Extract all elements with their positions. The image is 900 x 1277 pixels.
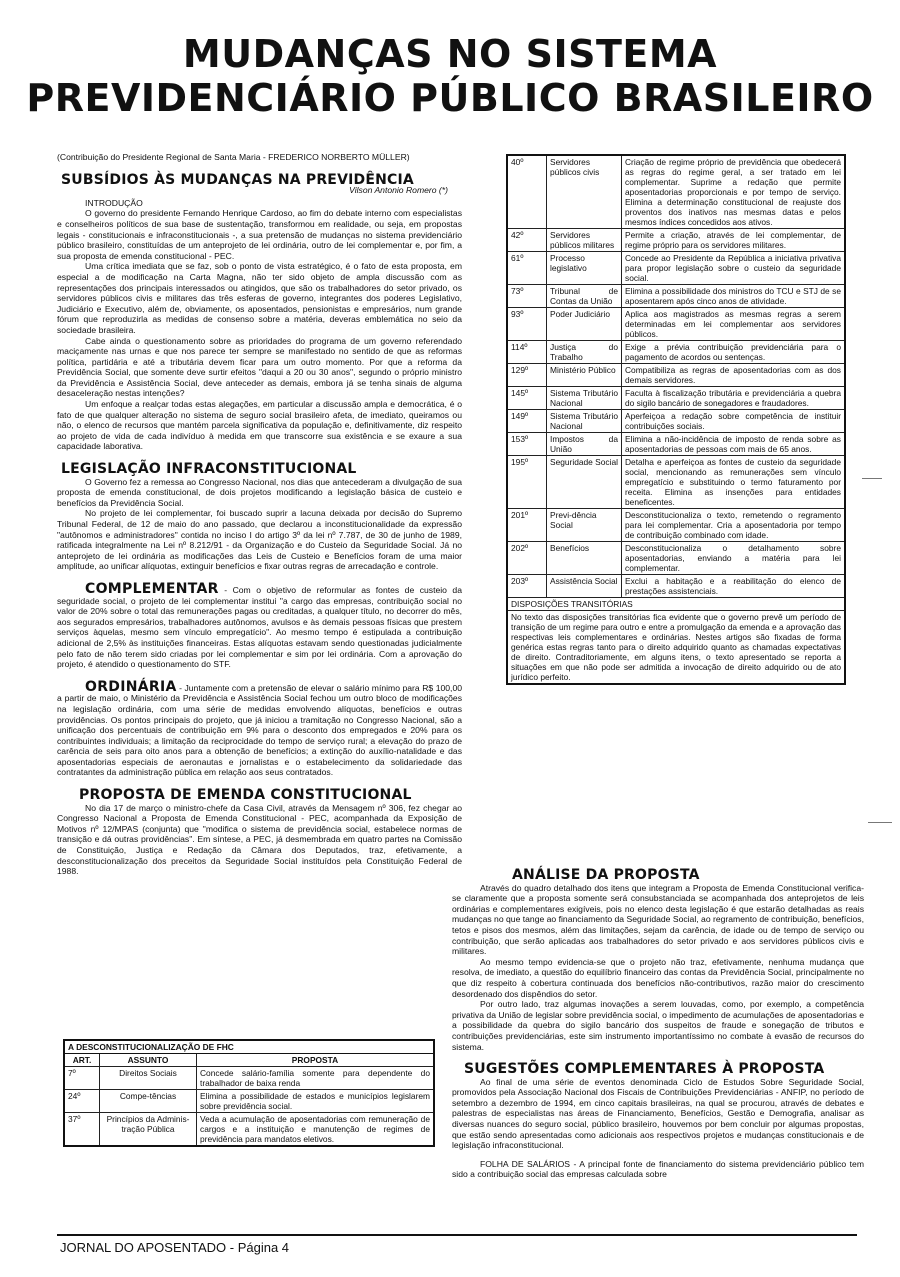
desconstitucionalizacao-table [63,1039,435,1147]
subject-cell: Processo legislativo [547,252,622,285]
intro-label: INTRODUÇÃO [85,197,143,208]
table-caption: A DESCONSTITUCIONALIZAÇÃO DE FHC [64,1040,434,1054]
proposal-cell: Concede salário-família somente para dependente do trabalhador de baixa renda [197,1067,435,1090]
proposal-cell: Permite a criação, através de lei complementar, de regime próprio para os servidores militares. [622,229,846,252]
proposal-cell: Aperfeiçoa a redação sobre competência de instituir contribuições sociais. [622,410,846,433]
keyword-complementar: COMPLEMENTAR [85,580,219,597]
paragraph: Através do quadro detalhado dos itens que integram a Proposta de Emenda Constitucional verifica-se claramente que a proposta somente será consubstanciada se acompanhada dos anteprojetos de leis ordinárias e complementares exigíveis, pois no elenco desta legislação é que estarão detalhadas as reais mudanças no que tange ao financiamento da Seguridade Social, ao regramento de contribuição, benefícios, tetos e pisos dos mesmos, além das limitações, sejam da carência, de idade ou de tempo de serviço ou contribuição, que serão aplicadas aos trabalhadores do setor privado e aos servidores públicos civis e militares. [452,882,864,957]
article-cell: 73º [507,285,547,308]
column-header: PROPOSTA [197,1054,435,1067]
article-cell: 195º [507,456,547,509]
article-cell: 7º [64,1067,100,1090]
paragraph-ordinaria [57,678,462,778]
right-column [452,858,864,1180]
subject-cell: Tribunal de Contas da União [547,285,622,308]
subject-cell: Justiça do Trabalho [547,341,622,364]
subject-cell: Ministério Público [547,364,622,387]
article-cell: 61º [507,252,547,285]
article-cell: 37º [64,1113,100,1147]
table-row [64,1090,434,1113]
paragraph: Um enfoque a realçar todas estas alegações, em particular a discussão ampla e democrática, é o fato de que qualquer alteração no sistema de seguro social brasileiro afeta, de imediato, queiramos ou não, o elenco de recursos que mantém parcela significativa da população e, definitivamente, diz respeito ao projeto de vida de cada indivíduo à medida em que transcorre sua existência e se exaure a sua capacidade laborativa. [57,399,462,452]
article-cell: 153º [507,433,547,456]
table-row [507,285,845,308]
proposal-cell: Detalha e aperfeiçoa as fontes de custeio da seguridade social, mencionando as remunerações sem vínculo empregatício e substituindo o termo faturamento por receita. Elimina as insenções para entidades beneficentes. [622,456,846,509]
transitory-text: No texto das disposições transitórias fica evidente que o governo prevê um período de transição de um regime para outro e entre a promulgação da emenda e a aprovação das respectivas leis complementares e ordinárias. Nestes artigos são fixadas de forma genérica estas regras tanto para o direito adquirido quanto as chamadas expectativas de direito. Contraditoriamente, em alguns itens, o texto apresentado se reporta a situações em que não pode ser admitida a invocação de direito adquirido ou de ato jurídico perfeito. [507,611,845,685]
subject-cell: Seguridade Social [547,456,622,509]
paragraph-text: - Juntamente com a pretensão de elevar o salário mínimo para R$ 100,00 a partir de maio, o Ministério da Previdência e Assistência Social fechou um outro bloco de modificações na legislação ordinária, com uma série de medidas envolvendo alíquotas, benefícios e outras providências. Os pontos principais do projeto, que já iniciou a tramitação no Congresso Nacional, são a unificação dos percentuais de contribuição em 9% para o desconto dos empregados e 20% para os contribuintes individuais; a limitação da reciprocidade do tempo de serviço rural; a elevação do prazo de carência de seis para oito anos para a obtenção de benefícios; a extinção do auxílio-natalidade e das aposentadorias especiais de aeronautas e jornalistas e o estabelecimento da solidariedade das contratantes da administração pública em relação aos seus contratados. [57,682,462,778]
articles-table [506,154,846,685]
page-edge-mark [862,478,882,479]
author-byline: Vilson Antonio Romero (*) [349,185,448,196]
transitory-label: DISPOSIÇÕES TRANSITÓRIAS [507,598,845,611]
section-heading-pec: PROPOSTA DE EMENDA CONSTITUCIONAL [79,787,412,804]
subject-cell: Servidores públicos militares [547,229,622,252]
article-cell: 114º [507,341,547,364]
paragraph: FOLHA DE SALÁRIOS - A principal fonte de financiamento do sistema previdenciário público tem sido a contribuição social das empresas calculada sobre [452,1158,864,1180]
article-cell: 42º [507,229,547,252]
article-cell: 149º [507,410,547,433]
subject-cell: Sistema Tributário Nacional [547,387,622,410]
paragraph: Por outro lado, traz algumas inovações a serem louvadas, como, por exemplo, a competência privativa da União de legislar sobre previdência social, o impedimento de acumulações de aposentadorias e a possibilidade da quebra do sigilo bancário dos suspeitos de fraude e sonegação de tributos e contribuições previdenciárias, este sim instrumento importantíssimo no combate à evasão de recursos do sistema. [452,999,864,1052]
paragraph: O governo do presidente Fernando Henrique Cardoso, ao fim do debate interno com especialistas e conselheiros políticos de sua base de sustentação, transformou em realidade, ou seja, em propostas legais - constitucionais e infraconstitucionais -, a sua pretensão de mudanças no sistema previdenciário público brasileiro, constituídas de um anteprojeto de lei ordinária, outro de lei complementar e, por fim, a sua proposta de emenda constitucional - PEC. [57,208,462,261]
article-cell: 129º [507,364,547,387]
proposal-cell: Desconstitucionaliza o detalhamento sobre aposentadorias, enviando a matéria para lei complementar. [622,542,846,575]
section-heading-analise: ANÁLISE DA PROPOSTA [512,867,700,883]
column-header: ART. [64,1054,100,1067]
section-heading-subsidios: SUBSÍDIOS ÀS MUDANÇAS NA PREVIDÊNCIA [61,171,414,188]
article-cell: 93º [507,308,547,341]
proposal-cell: Elimina a possibilidade de estados e municípios legislarem sobre previdência social. [197,1090,435,1113]
subject-cell: Previ-dência Social [547,509,622,542]
subject-cell: Sistema Tributário Nacional [547,410,622,433]
article-cell: 202º [507,542,547,575]
paragraph: Ao mesmo tempo evidencia-se que o projeto não traz, efetivamente, nenhuma mudança que resolva, de imediato, a questão do equilíbrio financeiro das contas da Previdência Social, principalmente no que diz respeito à cobertura continuada dos benefícios não-contributivos, razão maior do crescimento desordenado dos dispêndios do setor. [452,956,864,999]
table-row [507,575,845,598]
paragraph: Cabe ainda o questionamento sobre as prioridades do programa de um governo referendado maciçamente nas urnas e que nos parece ter sempre se manifestado no sentido de que as reformas política, partidária e até a tributária devem ficar para um outro momento. Por que a reforma da Previdência Social, que somente deve surtir efeitos "daqui a 20 ou 30 anos", segundo o próprio ministro da Previdência e Assistência Social, deve anteceder as demais, embora já se tenha sinais de alguma desaceleração nestas intenções? [57,335,462,399]
page-title [0,32,900,120]
proposal-cell: Elimina a não-incidência de imposto de renda sobre as aposentadorias de pessoas com mais de 65 anos. [622,433,846,456]
paragraph: No dia 17 de março o ministro-chefe da Casa Civil, através da Mensagem nº 306, fez chegar ao Congresso Nacional a Proposta de Emenda Constitucional - PEC, acompanhada da Exposição de Motivos nº 12/MPAS (conjunta) que "modifica o sistema de previdência social, estabelece normas de transição e dá outras providências". Em síntese, a PEC, já desmembrada em quatro partes na Comissão de Constituição, Justiça e Redação da Câmara dos Deputados, traz, efetivamente, a desconstitucionalização dos preceitos da Seguridade Social instituídos pela Constituição Federal de 1988. [57,802,462,877]
subject-cell: Poder Judiciário [547,308,622,341]
page-footer: JORNAL DO APOSENTADO - Página 4 [60,1240,290,1255]
keyword-ordinaria: ORDINÁRIA [85,678,177,695]
article-cell: 203º [507,575,547,598]
table-row [507,155,845,229]
section-heading-sugestoes: SUGESTÕES COMPLEMENTARES À PROPOSTA [464,1061,825,1078]
title-line-2: PREVIDENCIÁRIO PÚBLICO BRASILEIRO [26,76,874,120]
proposal-cell: Desconstitucionaliza o texto, remetendo o regramento para lei complementar. Cria a aposentadoria por tempo de contribuição combinado com idade. [622,509,846,542]
contribution-note: (Contribuição do Presidente Regional de Santa Maria - FREDERICO NORBERTO MÜLLER) [57,152,410,162]
page-edge-mark [868,822,892,823]
section-heading-legislacao: LEGISLAÇÃO INFRACONSTITUCIONAL [61,461,357,478]
proposal-cell: Exclui a habitação e a reabilitação do elenco de prestações assistenciais. [622,575,846,598]
paragraph: No projeto de lei complementar, foi buscado suprir a lacuna deixada por decisão do Supremo Tribunal Federal, de 12 de maio do ano passado, que declarou a inconstitucionalidade da expressão "autônomos e administradores" contida no inciso I do artigo 3º da lei nº 7.787, de 30 de junho de 1989, ratificada integralmente na Lei nº 8.212/91 - da Organização e do Custeio da Seguridade Social. Já no anteprojeto de lei ordinária as modificações das Leis de Custeio e Benefícios foram de uma maior amplitude, ao unificar alíquotas, extinguir benefícios e fixar outras regras de arrecadação e controle. [57,508,462,572]
table-row [64,1067,434,1090]
table-row [507,456,845,509]
article-cell: 201º [507,509,547,542]
proposal-cell: Elimina a possibilidade dos ministros do TCU e STJ de se aposentarem após cinco anos de atividade. [622,285,846,308]
paragraph: O Governo fez a remessa ao Congresso Nacional, nos dias que antecederam a divulgação de sua proposta de emenda constitucional, de dois projetos modificando a legislação básica de custeio e benefícios da Previdência Social. [57,476,462,508]
proposal-cell: Concede ao Presidente da República a iniciativa privativa para propor legislação sobre o custeio da seguridade social. [622,252,846,285]
proposal-cell: Criação de regime próprio de previdência que obedecerá as regras do regime geral, a ser tratado em lei complementar. Suprime a redação que permite aposentadorias proporcionais e por tempo de serviço. Elimina a determinação constitucional de reajuste dos proventos dos inativos nas mesmas datas e pelos mesmos índices concedidos aos ativos. [622,155,846,229]
table-row [507,509,845,542]
column-header: ASSUNTO [100,1054,197,1067]
proposal-cell: Exige a prévia contribuição previdenciária para o pagamento de acordos ou sentenças. [622,341,846,364]
paragraph-text: - Com o objetivo de reformular as fontes de custeio da seguridade social, o projeto de lei complementar institui "a cargo das empresas, contribuição social no valor de 20% sobre o total das remunerações pagas ou creditadas, a qualquer título, no decorrer do mês, aos segurados empresários, trabalhadores autônomos, avulsos e às demais pessoas físicas que prestem serviços àquelas, mesmo sem vínculo empregatício". Ao mesmo tempo é estipulada a contribuição adicional de 2,5% às instituições financeiras. Estas alíquotas estavam sendo questionadas judicialmente pelo fato de não terem sido criadas por lei complementar e sim por lei ordinária. Com a aprovação do projeto, é atendido o questionamento do STF. [57,584,462,670]
proposal-cell: Faculta à fiscalização tributária e previdenciária a quebra do sigilo bancário de sonegadores e fraudadores. [622,387,846,410]
subject-cell: Direitos Sociais [100,1067,197,1090]
subject-cell: Compe-tências [100,1090,197,1113]
proposal-cell: Compatibiliza as regras de aposentadorias com as dos demais servidores. [622,364,846,387]
subject-cell: Princípios da Adminis-tração Pública [100,1113,197,1147]
proposal-cell: Veda a acumulação de aposentadorias com remuneração de cargos e a instituição e manutenção de regimes de previdência para mandatos eletivos. [197,1113,435,1147]
paragraph: Uma crítica imediata que se faz, sob o ponto de vista estratégico, é o fato de esta proposta, em especial a de modificação na Carta Magna, não ter sido objeto de ampla discussão com as representações dos principais interessados ou atingidos, que são os trabalhadores do setor privado, os servidores públicos civis e militares das três esferas de governo, integrantes dos poderes Legislativo, Judiciário e Executivo, além de, obviamente, os aposentados, pensionistas e empresários, num grande fórum que reproduzirla as medidas de consenso sobre a matéria, deveras emblemática no seio da sociedade brasileira. [57,261,462,335]
table-row [507,364,845,387]
table-row [507,387,845,410]
subject-cell: Assistência Social [547,575,622,598]
subject-cell: Servidores públicos civis [547,155,622,229]
title-line-1: MUDANÇAS NO SISTEMA [182,32,718,76]
table-row [507,229,845,252]
subject-cell: Benefícios [547,542,622,575]
table-row [507,308,845,341]
footer-rule [57,1234,857,1236]
article-cell: 24º [64,1090,100,1113]
proposal-cell: Aplica aos magistrados as mesmas regras a serem determinadas em lei complementar aos servidores públicos. [622,308,846,341]
article-cell: 145º [507,387,547,410]
table-row [64,1113,434,1147]
table-row [507,252,845,285]
left-column [57,152,462,877]
article-cell: 40º [507,155,547,229]
table-row [507,542,845,575]
paragraph-complementar [57,580,462,670]
subject-cell: Impostos da União [547,433,622,456]
table-row [507,410,845,433]
paragraph: Ao final de uma série de eventos denominada Ciclo de Estudos Sobre Seguridade Social, promovidos pela Associação Nacional dos Fiscais de Contribuições Previdenciárias - ANFIP, no período de setembro a dezembro de 1994, em cinco capitais brasileiras, na qual se procurou, através de debates e palestras de especialistas nas áreas de Financiamento, Benefícios, Gestão e Demografia, analisar as diversas nuances do seguro social, público brasileiro, houvemos por bem concluir por algumas propostas, que estão sendo apresentadas como adicionais aos respectivos projetos e mudanças constitucionais e de legislação infraconstitucional. [452,1076,864,1151]
table-row [507,341,845,364]
table-row [507,433,845,456]
